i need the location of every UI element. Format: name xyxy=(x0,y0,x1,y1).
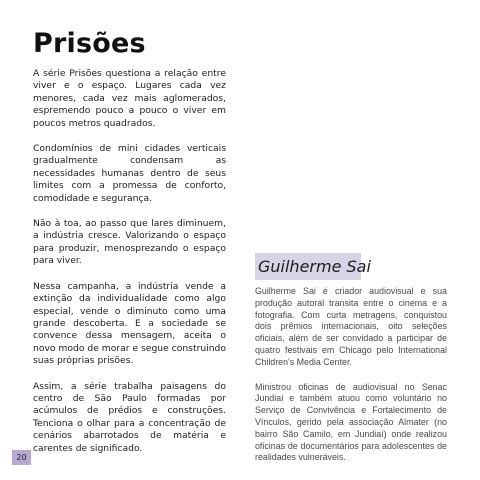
page-number: 20 xyxy=(16,453,27,462)
author-name-box xyxy=(255,253,371,280)
author-name: Guilherme Sai xyxy=(258,257,371,276)
paragraph: Nessa campanha, a indústria vende a extinção da individualidade como algo especial, vende o diminuto como uma grande descoberta. E a sociedade se convence dessa mensagem, aceita o novo modo de morar e segue construindo suas próprias prisões. xyxy=(33,280,227,367)
paragraph: A série Prisões questiona a relação entre viver e o espaço. Lugares cada vez menores, cada vez mais aglomerados, espremendo pouco a pouco o viver em poucos metros quadrados. xyxy=(33,68,226,129)
page-number-badge xyxy=(12,450,31,465)
paragraph: Assim, a série trabalha paisagens do centro de São Paulo formadas por acúmulos de prédios e construções. Tenciona o olhar para a concentração de cenários abarrotados de matéria e carentes de significado. xyxy=(33,380,226,454)
page-title: Prisões xyxy=(33,28,146,59)
author-column xyxy=(255,253,447,477)
main-text-column xyxy=(33,68,226,468)
paragraph: Condomínios de mini cidades verticais gradualmente condensam as necessidades humanas dentro de seus limites com a promessa de conforto, comodidade e segurança. xyxy=(33,143,226,204)
author-bio-paragraph: Guilherme Sai é criador audiovisual e sua produção autoral transita entre o cinema e a fotografia. Com curta metragens, conquistou dois prêmios internacionais, oito seleções oficiais, além de ser convidado a participar de quatro festivais em Chicago pelo International Children's Media Center. xyxy=(255,286,447,367)
author-bio-paragraph: Ministrou oficinas de audiovisual no Senac Jundiaí e também atuou como voluntário no Serviço de Convivência e Fortalecimento de Vínculos, gerido pela associação Almater (no bairro São Camilo, em Jundiaí) onde realizou oficinas de documentários para adolescentes de realidades vulneráveis. xyxy=(255,381,447,463)
paragraph: Não à toa, ao passo que lares diminuem, a indústria cresce. Valorizando o espaço para produzir, menosprezando o espaço para viver. xyxy=(33,218,226,267)
